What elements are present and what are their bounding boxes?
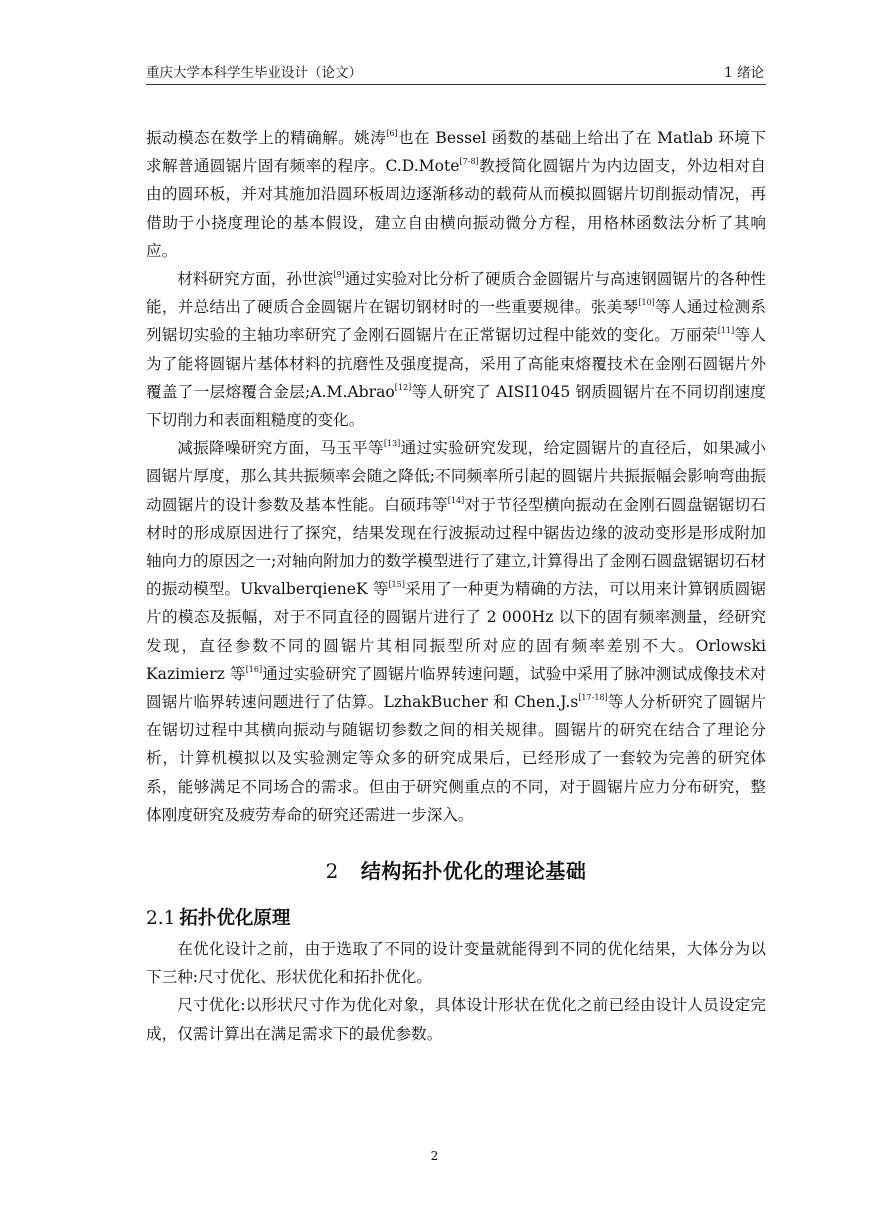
citation: [13]	[383, 439, 401, 449]
citation: [17-18]	[578, 693, 608, 703]
citation: [9]	[333, 270, 345, 280]
citation: [14]	[447, 495, 465, 505]
citation: [16]	[245, 664, 263, 674]
chapter-title: 结构拓扑优化的理论基础	[360, 859, 587, 884]
citation: [11]	[717, 326, 735, 336]
section-number: 2.1	[146, 908, 176, 930]
paragraph-vibration-noise: 减振降噪研究方面，马玉平等[13]通过实验研究发现，给定圆锯片的直径后，如果减小圆锯片厚度，那么其共振频率会随之降低;不同频率所引起的圆锯片共振振幅会影响弯曲振动圆锯片的设计参数及基本性能。白硕玮等[14]对于节径型横向振动在金刚石圆盘锯锯切石材时的形成原因进行了探究，结果发现在行波振动过程中锯齿边缘的波动变形是形成附加轴向力的原因之一;对轴向附加力的数学模型进行了建立,计算得出了金刚石圆盘锯锯切石材的振动模型。UkvalberqieneK 等[15]采用了一种更为精确的方法，可以用来计算钢质圆锯片的模态及振幅，对于不同直径的圆锯片进行了 2 000Hz 以下的固有频率测量，经研究发现，直径参数不同的圆锯片其相同振型所对应的固有频率差别不大。Orlowski Kazimierz 等[16]通过实验研究了圆锯片临界转速问题，试验中采用了脉冲测试成像技术对圆锯片临界转速问题进行了估算。LzhakBucher 和 Chen.J.s[17-18]等人分析研究了圆锯片在锯切过程中其横向振动与随锯切参数之间的相关规律。圆锯片的研究在结合了理论分析，计算机模拟以及实验测定等众多的研究成果后，已经形成了一套较为完善的研究体系，能够满足不同场合的需求。但由于研究侧重点的不同，对于圆锯片应力分布研究，整体刚度研究及疲劳寿命的研究还需进一步深入。	[146, 439, 766, 824]
paragraph-optimization-types: 在优化设计之前，由于选取了不同的设计变量就能得到不同的优化结果，大体分为以下三种:尺寸优化、形状优化和拓扑优化。	[146, 940, 766, 987]
citation: [6]	[386, 129, 398, 138]
paragraph-size-optimization: 尺寸优化:以形状尺寸作为优化对象，具体设计形状在优化之前已经由设计人员设定完成，仅需计算出在满足需求下的最优参数。	[146, 996, 766, 1043]
running-header	[146, 62, 766, 85]
citation: [10]	[638, 298, 655, 308]
section-heading	[146, 903, 766, 935]
chapter-number: 2	[325, 859, 339, 884]
citation: [7-8]	[459, 157, 479, 167]
page-number: 2	[430, 1149, 439, 1163]
section-title: 拓扑优化原理	[179, 908, 291, 930]
citation: [15]	[388, 580, 405, 590]
header-chapter-label: 1 绪论	[724, 65, 764, 81]
paragraph-material-research: 材料研究方面，孙世滨[9]通过实验对比分析了硬质合金圆锯片与高速钢圆锯片的各种性能，并总结出了硬质合金圆锯片在锯切钢材时的一些重要规律。张美琴[10]等人通过检测系列锯切实验的主轴功率研究了金刚石圆锯片在正常锯切过程中能效的变化。万丽荣[11]等人为了能将圆锯片基体材料的抗磨性及强度提高，采用了高能束熔覆技术在金刚石圆锯片外覆盖了一层熔覆合金层;A.M.Abrao[12]等人研究了 AISI1045 钢质圆锯片在不同切削速度下切削力和表面粗糙度的变化。	[146, 270, 766, 430]
document-body	[146, 124, 766, 1048]
chapter-heading	[146, 851, 766, 891]
header-thesis-title: 重庆大学本科学生毕业设计（论文）	[146, 65, 362, 81]
citation: [12]	[394, 382, 412, 392]
paragraph-modal-analysis: 振动模态在数学上的精确解。姚涛[6]也在 Bessel 函数的基础上给出了在 Matlab 环境下求解普通圆锯片固有频率的程序。C.D.Mote[7-8]教授简化圆锯片为内边固支，外边相对自由的圆环板，并对其施加沿圆环板周边逐渐移动的载荷从而模拟圆锯片切削振动情况，再借助于小挠度理论的基本假设，建立自由横向振动微分方程，用格林函数法分析了其响应。	[146, 129, 766, 260]
